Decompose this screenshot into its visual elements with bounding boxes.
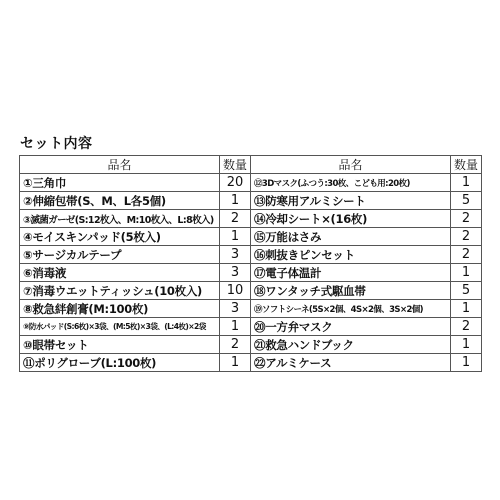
item-name: ④モイスキンパッド(5枚入) bbox=[20, 228, 220, 246]
item-name: ⑬防寒用アルミシート bbox=[251, 192, 451, 210]
item-qty: 1 bbox=[451, 300, 482, 318]
item-name: ⑯刺抜きピンセット bbox=[251, 246, 451, 264]
item-name: ⑨防水パッド(S:6枚)×3袋、(M:5枚)×3袋、(L:4枚)×2袋 bbox=[20, 318, 220, 336]
item-qty: 1 bbox=[220, 192, 251, 210]
item-name: ⑳一方弁マスク bbox=[251, 318, 451, 336]
item-qty: 2 bbox=[451, 228, 482, 246]
item-qty: 3 bbox=[220, 300, 251, 318]
table-row bbox=[20, 300, 482, 318]
section-title: セット内容 bbox=[20, 136, 93, 152]
item-name: ㉑救急ハンドブック bbox=[251, 336, 451, 354]
item-name: ⑮万能はさみ bbox=[251, 228, 451, 246]
item-qty: 2 bbox=[220, 210, 251, 228]
item-qty: 2 bbox=[220, 336, 251, 354]
item-qty: 2 bbox=[451, 246, 482, 264]
table-row bbox=[20, 264, 482, 282]
table-row bbox=[20, 210, 482, 228]
item-name: ⑪ポリグローブ(L:100枚) bbox=[20, 354, 220, 372]
item-qty: 3 bbox=[220, 246, 251, 264]
table-row bbox=[20, 354, 482, 372]
item-name: ⑫3Dマスク(ふつう:30枚、こども用:20枚) bbox=[251, 174, 451, 192]
item-qty: 1 bbox=[451, 336, 482, 354]
item-name: ⑦消毒ウエットティッシュ(10枚入) bbox=[20, 282, 220, 300]
contents-table bbox=[19, 155, 482, 372]
item-name: ①三角巾 bbox=[20, 174, 220, 192]
table-row bbox=[20, 336, 482, 354]
table-row bbox=[20, 246, 482, 264]
item-qty: 5 bbox=[451, 282, 482, 300]
table-header-row bbox=[20, 156, 482, 174]
table-row bbox=[20, 282, 482, 300]
item-qty: 1 bbox=[451, 264, 482, 282]
item-qty: 5 bbox=[451, 192, 482, 210]
item-name: ⑥消毒液 bbox=[20, 264, 220, 282]
item-qty: 20 bbox=[220, 174, 251, 192]
name-column-header: 品名 bbox=[20, 156, 220, 174]
item-qty: 10 bbox=[220, 282, 251, 300]
item-name: ②伸縮包帯(S、M、L各5個) bbox=[20, 192, 220, 210]
table-row bbox=[20, 192, 482, 210]
table-row bbox=[20, 228, 482, 246]
item-qty: 2 bbox=[451, 210, 482, 228]
item-name: ⑩眼帯セット bbox=[20, 336, 220, 354]
item-name: ⑰電子体温計 bbox=[251, 264, 451, 282]
item-qty: 2 bbox=[451, 318, 482, 336]
item-name: ⑧救急絆創膏(M:100枚) bbox=[20, 300, 220, 318]
item-qty: 1 bbox=[220, 228, 251, 246]
item-qty: 1 bbox=[451, 354, 482, 372]
table-row bbox=[20, 318, 482, 336]
item-name: ⑱ワンタッチ式駆血帯 bbox=[251, 282, 451, 300]
table-row bbox=[20, 174, 482, 192]
qty-column-header: 数量 bbox=[220, 156, 251, 174]
item-qty: 1 bbox=[451, 174, 482, 192]
item-name: ⑭冷却シート×(16枚) bbox=[251, 210, 451, 228]
item-name: ⑲ソフトシーネ(5S×2個、4S×2個、3S×2個) bbox=[251, 300, 451, 318]
item-qty: 1 bbox=[220, 318, 251, 336]
name-column-header: 品名 bbox=[251, 156, 451, 174]
item-name: ⑤サージカルテープ bbox=[20, 246, 220, 264]
item-qty: 1 bbox=[220, 354, 251, 372]
item-qty: 3 bbox=[220, 264, 251, 282]
item-name: ③滅菌ガーゼ(S:12枚入、M:10枚入、L:8枚入) bbox=[20, 210, 220, 228]
qty-column-header: 数量 bbox=[451, 156, 482, 174]
item-name: ㉒アルミケース bbox=[251, 354, 451, 372]
